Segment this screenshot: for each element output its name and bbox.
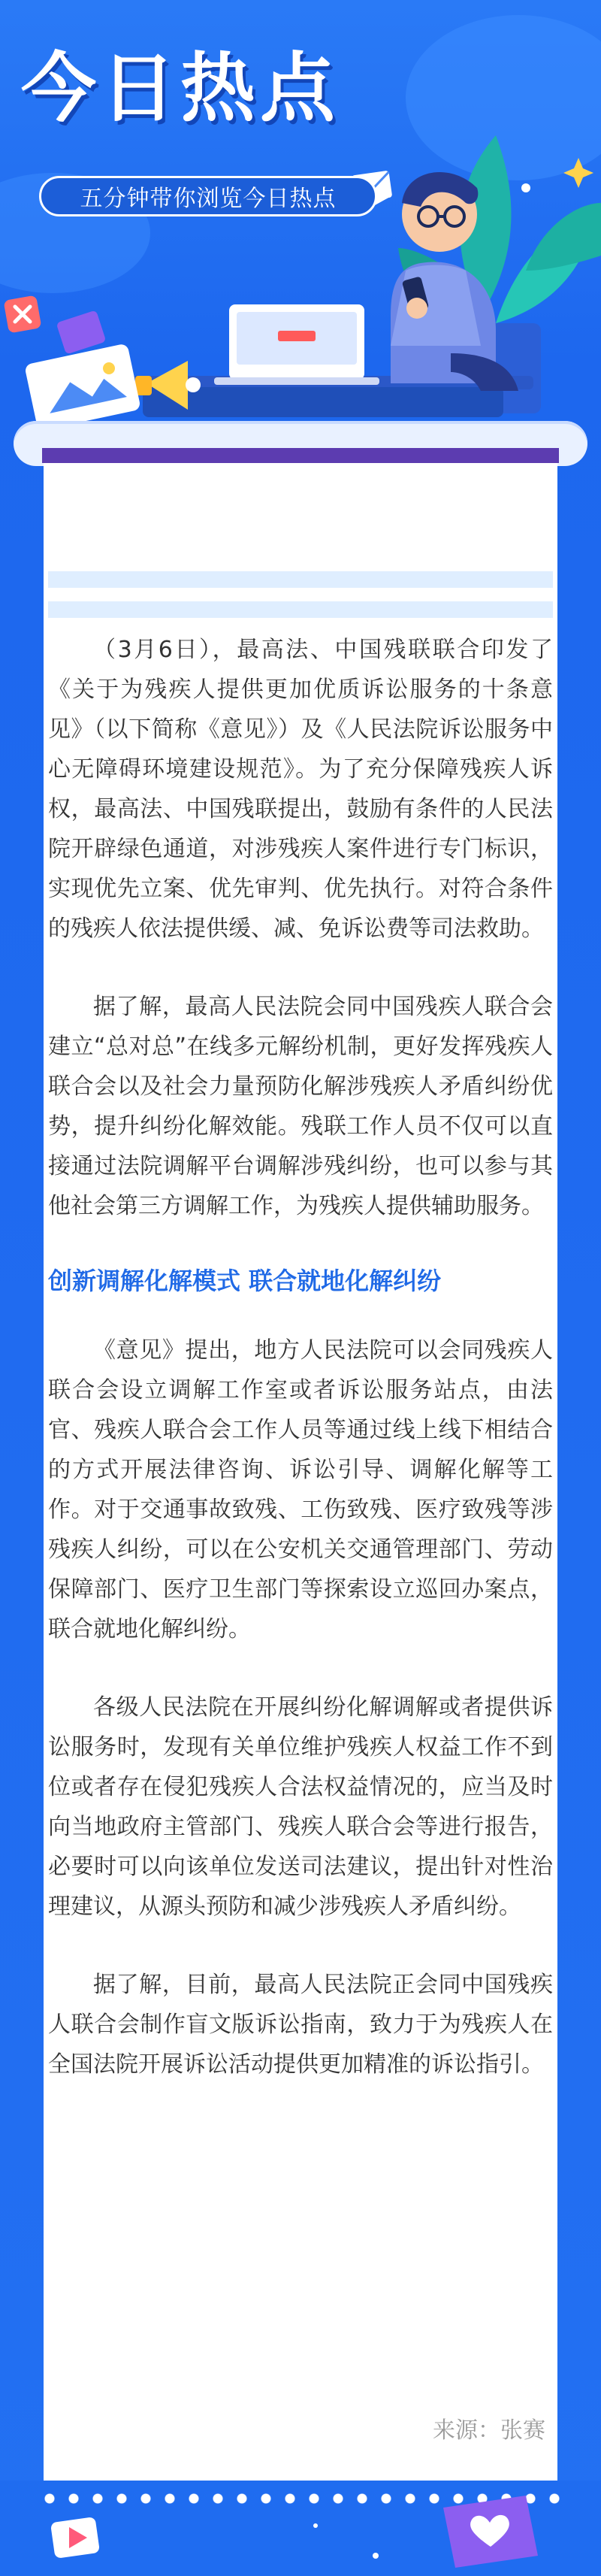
play-icon [50,2517,100,2559]
image-icon [24,343,141,431]
subtitle-banner [39,176,377,216]
footer-illustration [0,2481,601,2576]
heart-chat-icon [443,2496,538,2568]
scroll-bar [42,448,559,463]
decor-stripe [48,571,553,588]
article-paragraph: 据了解，目前，最高人民法院正会同中国残疾人联合会制作盲文版诉讼指南，致力于为残疾人在全国法院开展诉讼活动提供更加精准的诉讼指引。 [48,1972,553,2078]
article-paragraph: （3月6日），最高法、中国残联联合印发了《关于为残疾人提供更加优质诉讼服务的十条意见》（以下简称《意见》）及《人民法院诉讼服务中心无障碍环境建设规范》。为了充分保障残疾人诉权，最高法、中国残联提出，鼓励有条件的人民法院开辟绿色通道，对涉残疾人案件进行专门标识，实现优先立案、优先审判、优先执行。对符合条件的残疾人依法提供缓、减、免诉讼费等司法救助。 [48,637,553,942]
close-icon [4,295,42,334]
section-heading: 创新调解化解模式 联合就地化解纠纷 [48,1267,442,1295]
article-paragraph: 《意见》提出，地方人民法院可以会同残疾人联合会设立调解工作室或者诉讼服务站点，由法官、残疾人联合会工作人员等通过线上线下相结合的方式开展法律咨询、诉讼引导、调解化解等工作。对于交通事故致残、工伤致残、医疗致残等涉残疾人纠纷，可以在公安机关交通管理部门、劳动保障部门、医疗卫生部门等探索设立巡回办案点，联合就地化解纠纷。 [48,1337,553,1642]
person-with-phone-illustration [0,75,601,466]
page-title: 今日热点 [21,44,340,132]
subtitle-text: 五分钟带你浏览今日热点 [80,186,337,212]
article-paragraph: 据了解，最高人民法院会同中国残疾人联合会建立“总对总”在线多元解纷机制，更好发挥残疾人联合会以及社会力量预防化解涉残疾人矛盾纠纷优势，提升纠纷化解效能。残联工作人员不仅可以直接通过法院调解平台调解涉残纠纷，也可以参与其他社会第三方调解工作，为残疾人提供辅助服务。 [48,994,553,1219]
laptop-icon [214,304,379,385]
article-paragraph: 各级人民法院在开展纠纷化解调解或者提供诉讼服务时，发现有关单位维护残疾人权益工作不到位或者存在侵犯残疾人合法权益情况的，应当及时向当地政府主管部门、残疾人联合会等进行报告，必要时可以向该单位发送司法建议，提出针对性治理建议，从源头预防和减少涉残疾人矛盾纠纷。 [48,1694,553,1920]
source-credit: 来源：张赛 [433,2417,545,2444]
decor-stripe [48,601,553,618]
article-body [48,630,553,2123]
